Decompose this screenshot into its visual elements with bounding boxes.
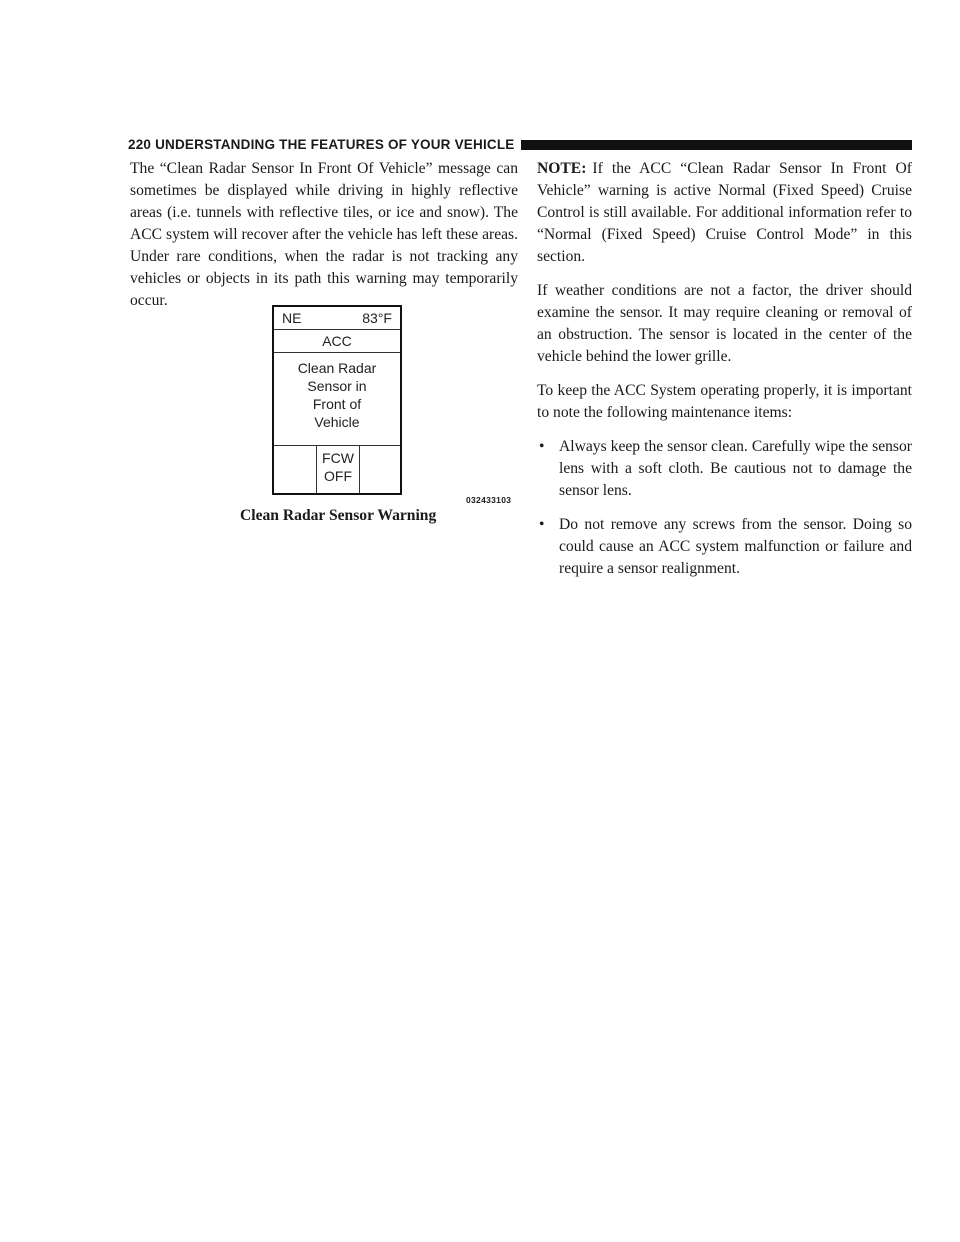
- maintenance-item: [537, 436, 912, 502]
- maintenance-item-text: Do not remove any screws from the sensor. Doing so could cause an ACC system malfunction or failure and require a sensor realignment.: [559, 516, 912, 577]
- left-column: [130, 158, 518, 324]
- maintenance-item-text: Always keep the sensor clean. Carefully wipe the sensor lens with a soft cloth. Be cautious not to damage the sensor lens.: [559, 438, 912, 499]
- warning-message: [274, 359, 400, 439]
- outside-temperature: 83°F: [362, 310, 392, 326]
- page-header: [128, 136, 912, 154]
- bullet-icon: •: [539, 516, 545, 533]
- cluster-display: [272, 305, 402, 495]
- message-line: Vehicle: [314, 414, 360, 430]
- compass-direction: NE: [282, 310, 302, 326]
- bullet-icon: •: [539, 438, 545, 455]
- figure-caption: Clean Radar Sensor Warning: [240, 507, 437, 524]
- fcw-status: [316, 446, 360, 493]
- note-paragraph: [537, 158, 912, 268]
- message-line: Sensor in: [307, 378, 367, 394]
- intro-paragraph: The “Clean Radar Sensor In Front Of Vehicle” message can sometimes be displayed while driving in highly reflective areas (i.e. tunnels with reflective tiles, or ice and snow). The ACC system will recover after the vehicle has left these areas. Under rare conditions, when the radar is not tracking any vehicles or objects in its path this warning may temporarily occur.: [130, 160, 518, 309]
- note-text: If the ACC “Clean Radar Sensor In Front Of Vehicle” warning is active Normal (Fixed Speed) Cruise Control is still available. For additional information refer to “Normal (Fixed Speed) Cruise Control Mode” in this section.: [537, 160, 912, 265]
- page-header-title: 220 UNDERSTANDING THE FEATURES OF YOUR VEHICLE: [128, 136, 521, 154]
- maintenance-item: [537, 514, 912, 580]
- right-column: [537, 158, 912, 592]
- acc-mode-label: ACC: [274, 330, 400, 353]
- figure-code: 032433103: [466, 495, 512, 505]
- maintenance-intro: To keep the ACC System operating properly, it is important to note the following maintenance items:: [537, 382, 912, 421]
- fcw-line: OFF: [324, 468, 352, 484]
- note-label: NOTE:: [537, 160, 587, 177]
- display-top-row: [274, 307, 400, 330]
- display-bottom-row: [274, 445, 400, 493]
- inspection-paragraph: If weather conditions are not a factor, the driver should examine the sensor. It may require cleaning or removal of an obstruction. The sensor is located in the center of the vehicle behind the lower grille.: [537, 282, 912, 365]
- message-line: Front of: [312, 396, 362, 412]
- fcw-line: FCW: [322, 450, 354, 466]
- message-line: Clean Radar: [297, 360, 377, 376]
- figure-clean-radar-warning: [130, 305, 518, 535]
